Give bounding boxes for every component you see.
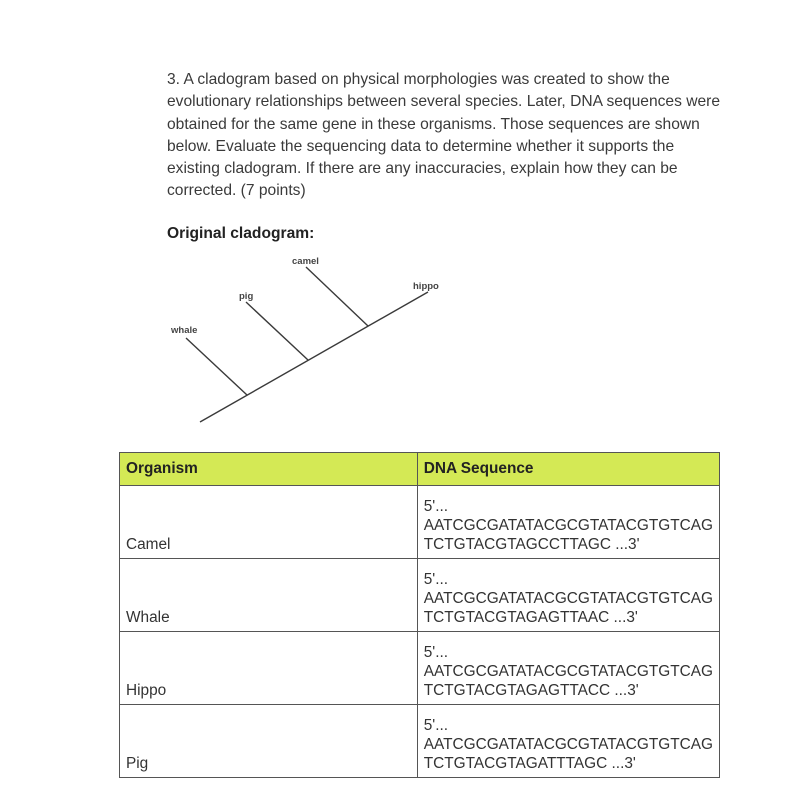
sequence-start: 5'...	[423, 571, 449, 588]
sequence-middle: AATCGCGATATACGCGTATACGTGTCAG	[423, 517, 713, 534]
table-row	[120, 632, 720, 705]
table-row	[120, 486, 720, 559]
sequence-middle: AATCGCGATATACGCGTATACGTGTCAG	[423, 736, 713, 753]
table-row	[120, 705, 720, 778]
header-dna-sequence: DNA Sequence	[417, 453, 719, 486]
sequence-cell	[417, 705, 719, 778]
sequence-middle: AATCGCGATATACGCGTATACGTGTCAG	[423, 663, 713, 680]
dna-table	[119, 452, 720, 778]
sequence-end: TCTGTACGTAGAGTTAAC ...3'	[423, 609, 638, 626]
sequence-cell	[417, 559, 719, 632]
sequence-start: 5'...	[423, 498, 449, 515]
camel-branch	[306, 267, 368, 326]
sequence-cell	[417, 486, 719, 559]
sequence-end: TCTGTACGTAGAGTTACC ...3'	[423, 682, 639, 699]
label-whale: whale	[171, 325, 198, 336]
organism-cell: Camel	[120, 486, 418, 559]
sequence-start: 5'...	[423, 717, 449, 734]
sequence-end: TCTGTACGTAGATTTAGC ...3'	[423, 755, 636, 772]
table-row	[120, 559, 720, 632]
cladogram-diagram	[150, 250, 470, 430]
label-camel: camel	[292, 256, 319, 267]
whale-branch	[186, 338, 247, 395]
organism-cell: Hippo	[120, 632, 418, 705]
organism-cell: Whale	[120, 559, 418, 632]
organism-cell: Pig	[120, 705, 418, 778]
header-organism: Organism	[120, 453, 418, 486]
sequence-middle: AATCGCGATATACGCGTATACGTGTCAG	[423, 590, 713, 607]
cladogram-title: Original cladogram:	[167, 225, 315, 242]
table-header-row	[120, 453, 720, 486]
sequence-cell	[417, 632, 719, 705]
question-text: 3. A cladogram based on physical morphologies was created to show the evolutionary relationships between several species. Later, DNA sequences were obtained for the same gene in these organisms. Those sequences are shown below. Evaluate the sequencing data to determine whether it supports the existing cladogram. If there are any inaccuracies, explain how they can be corrected. (7 points)	[167, 71, 721, 200]
label-pig: pig	[239, 291, 254, 302]
sequence-start: 5'...	[423, 644, 449, 661]
sequence-end: TCTGTACGTAGCCTTAGC ...3'	[423, 536, 640, 553]
label-hippo: hippo	[413, 281, 439, 292]
pig-branch	[246, 302, 308, 360]
cladogram-main-branch	[200, 292, 428, 422]
